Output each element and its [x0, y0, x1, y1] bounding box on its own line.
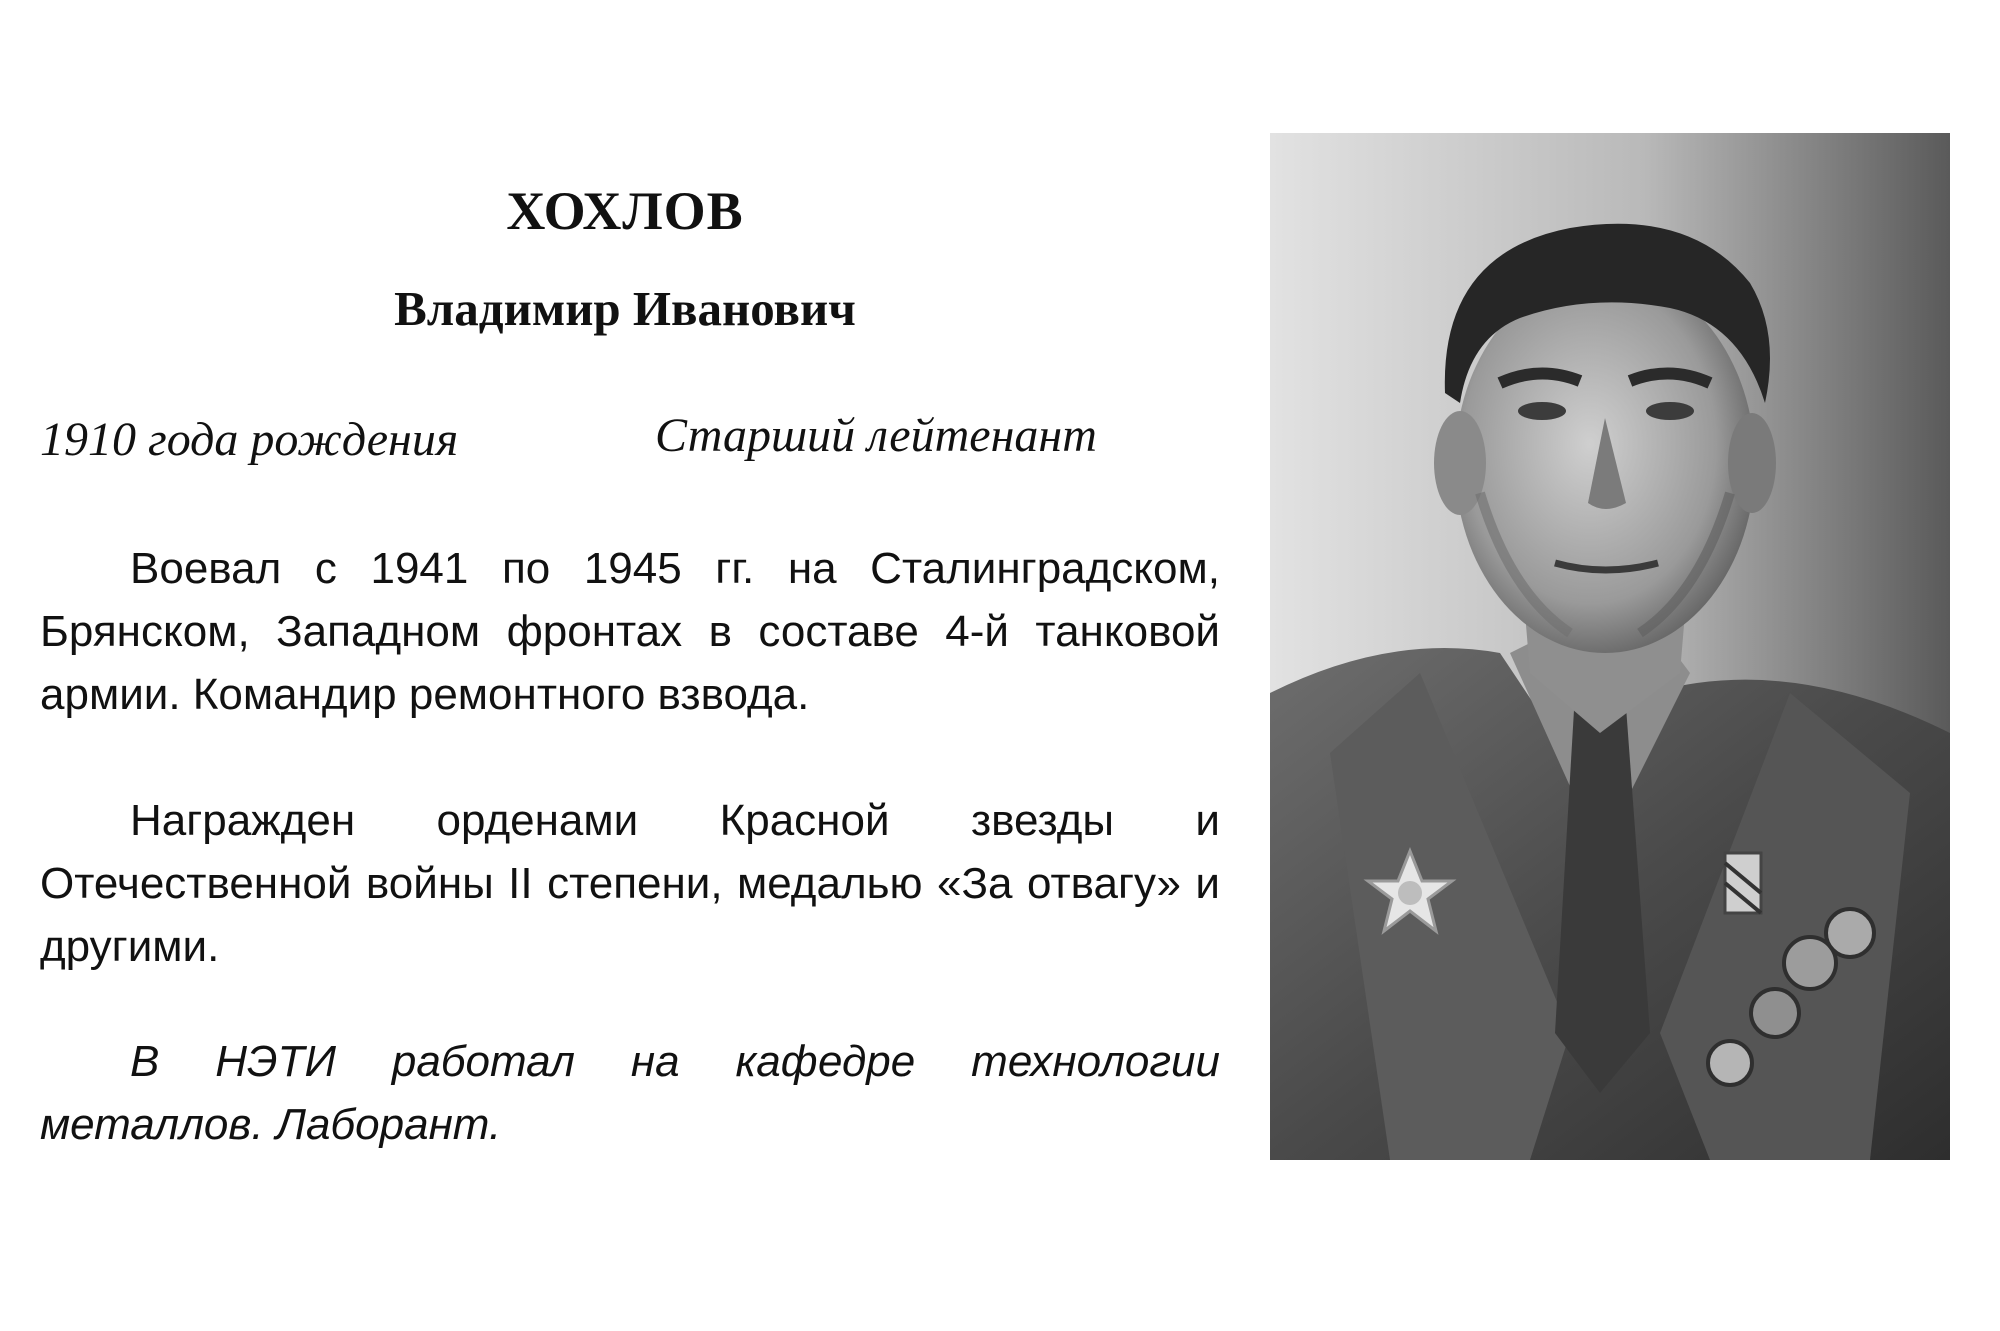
bio-work-text: В НЭТИ работал на кафедре технологии металлов. Лаборант. — [40, 1037, 1220, 1149]
portrait-photo — [1270, 133, 1950, 1160]
bio-service-text: Воевал с 1941 по 1945 гг. на Сталинградском, Брянском, Западном фронтах в составе 4-й танковой армии. Командир ремонтного взвода. — [40, 544, 1220, 719]
surname-heading: ХОХЛОВ — [506, 181, 744, 241]
birth-year-line: 1910 года рождения — [40, 413, 459, 466]
military-rank-line: Старший лейтенант — [655, 409, 1097, 462]
given-names-heading: Владимир Иванович — [394, 281, 856, 336]
portrait-illustration — [1270, 133, 1950, 1160]
bio-paragraph-work — [40, 1030, 1220, 1156]
bio-paragraph-awards — [40, 789, 1220, 978]
bio-awards-text: Награжден орденами Красной звезды и Отечественной войны II степени, медалью «За отвагу» и другими. — [40, 796, 1220, 971]
bio-paragraph-service — [40, 537, 1220, 726]
